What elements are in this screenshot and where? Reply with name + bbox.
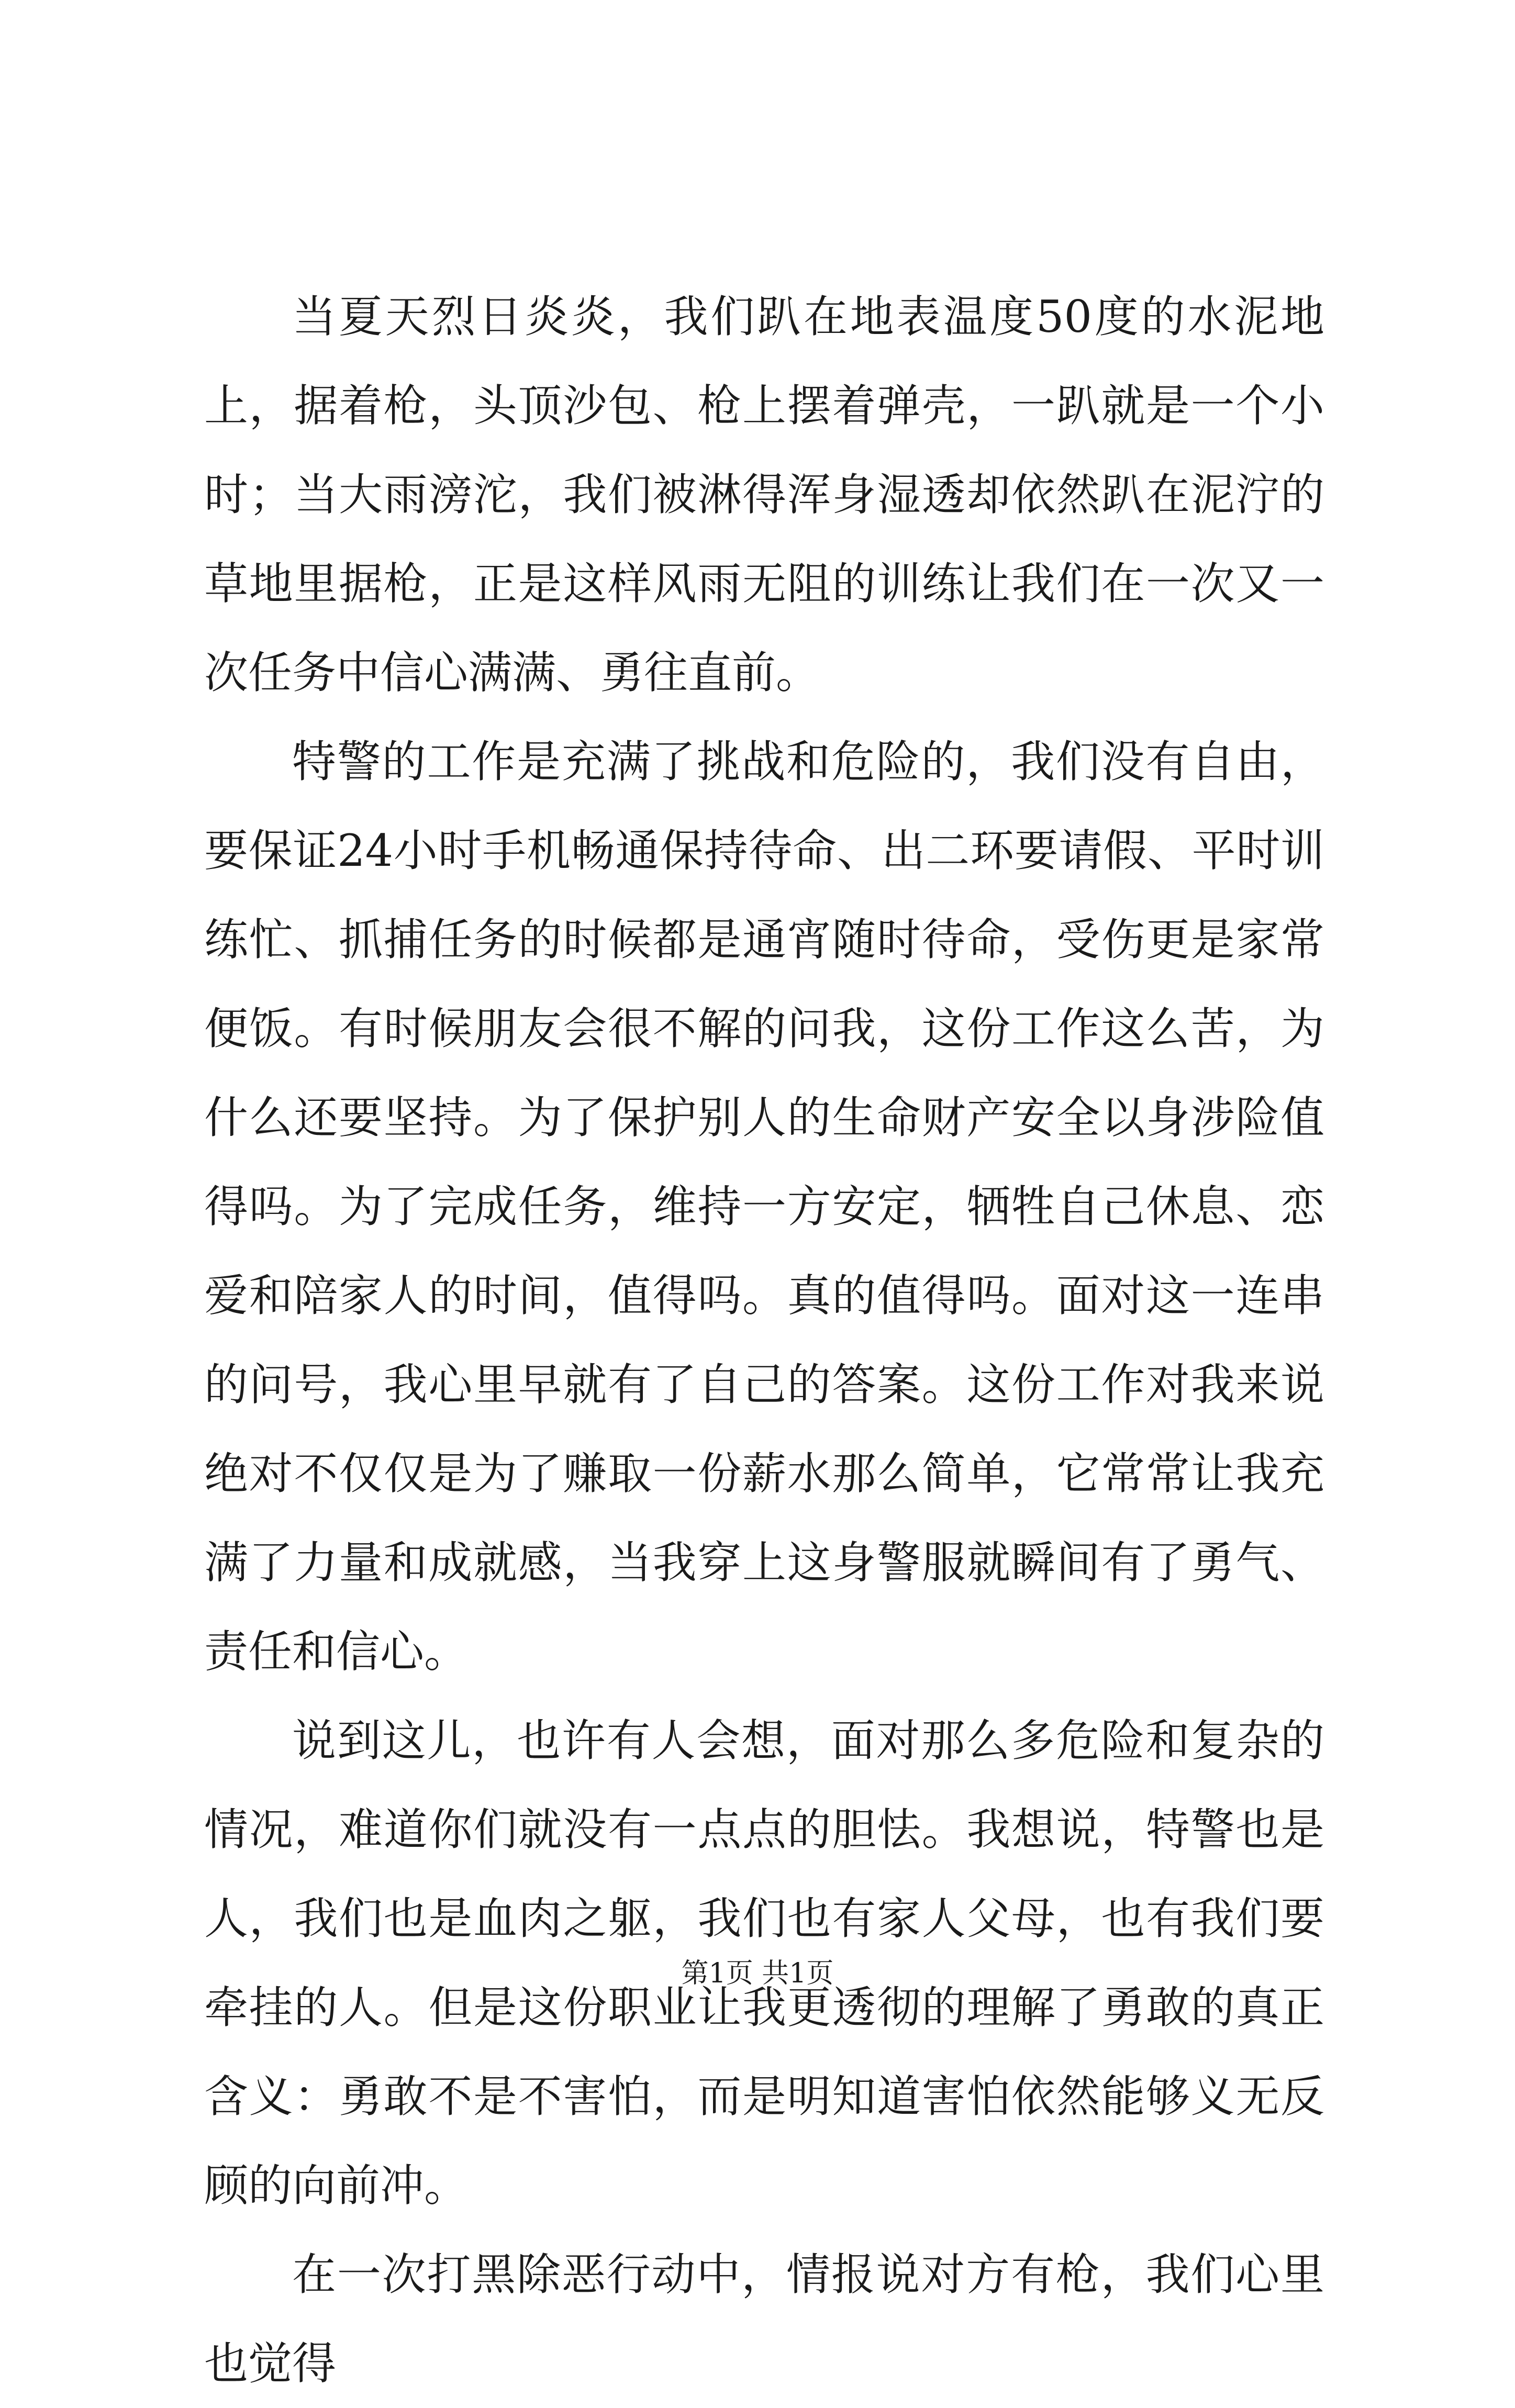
page-footer: 第1页 共1页 <box>681 1958 834 1989</box>
document-body <box>204 272 1324 2408</box>
paragraph: 在一次打黑除恶行动中，情报说对方有枪，我们心里也觉得 <box>204 2249 1324 2389</box>
paragraph: 当夏天烈日炎炎，我们趴在地表温度50度的水泥地上，据着枪，头顶沙包、枪上摆着弹壳，一趴就是一个小时；当大雨滂沱，我们被淋得浑身湿透却依然趴在泥泞的草地里据枪，正是这样风雨无阻的训练让我们在一次又一次任务中信心满满、勇往直前。 <box>204 291 1324 698</box>
paragraph: 特警的工作是充满了挑战和危险的，我们没有自由，要保证24小时手机畅通保持待命、出二环要请假、平时训练忙、抓捕任务的时候都是通宵随时待命，受伤更是家常便饭。有时候朋友会很不解的问我，这份工作这么苦，为什么还要坚持。为了保护别人的生命财产安全以身涉险值得吗。为了完成任务，维持一方安定，牺牲自己休息、恋爱和陪家人的时间，值得吗。真的值得吗。面对这一连串的问号，我心里早就有了自己的答案。这份工作对我来说绝对不仅仅是为了赚取一份薪水那么简单，它常常让我充满了力量和成就感，当我穿上这身警服就瞬间有了勇气、责任和信心。 <box>204 736 1324 1677</box>
paragraph: 说到这儿，也许有人会想，面对那么多危险和复杂的情况，难道你们就没有一点点的胆怯。我想说，特警也是人，我们也是血肉之躯，我们也有家人父母，也有我们要牵挂的人。但是这份职业让我更透彻的理解了勇敢的真正含义：勇敢不是不害怕，而是明知道害怕依然能够义无反顾的向前冲。 <box>204 1715 1324 2211</box>
